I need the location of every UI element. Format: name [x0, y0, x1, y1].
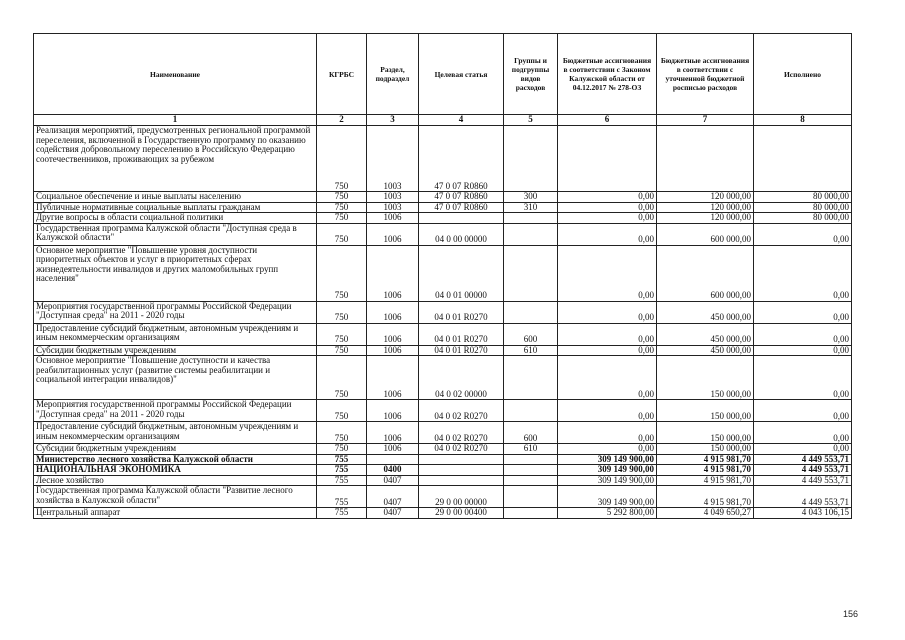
table-row	[34, 126, 852, 192]
column-number: 1	[34, 115, 317, 126]
row-name: Субсидии бюджетным учреждениям	[34, 345, 317, 356]
row-kgrbs: 750	[317, 223, 367, 245]
row-expense-group: 300	[504, 192, 558, 203]
row-kgrbs: 750	[317, 444, 367, 455]
row-target-article: 04 0 01 00000	[419, 245, 504, 301]
row-law-allocation: 0,00	[558, 400, 657, 422]
row-law-allocation: 309 149 900,00	[558, 475, 657, 486]
row-law-allocation: 0,00	[558, 223, 657, 245]
column-number-row	[34, 115, 852, 126]
row-name: Мероприятия государственной программы Российской Федерации "Доступная среда" на 2011 - 2020 годы	[34, 400, 317, 422]
row-expense-group	[504, 454, 558, 465]
row-law-allocation: 0,00	[558, 213, 657, 224]
row-kgrbs: 750	[317, 356, 367, 400]
header-row	[34, 34, 852, 115]
row-kgrbs: 755	[317, 465, 367, 476]
row-expense-group	[504, 223, 558, 245]
row-target-article	[419, 454, 504, 465]
row-law-allocation: 0,00	[558, 323, 657, 345]
row-name: Публичные нормативные социальные выплаты гражданам	[34, 202, 317, 213]
row-executed: 4 043 106,15	[754, 508, 852, 519]
row-expense-group	[504, 356, 558, 400]
row-target-article: 04 0 02 R0270	[419, 400, 504, 422]
row-kgrbs: 755	[317, 454, 367, 465]
row-section	[367, 454, 419, 465]
table-row	[34, 444, 852, 455]
header-name: Наименование	[34, 34, 317, 115]
row-clarified-allocation: 600 000,00	[657, 245, 754, 301]
row-section: 1006	[367, 223, 419, 245]
row-section: 1006	[367, 245, 419, 301]
row-law-allocation: 0,00	[558, 301, 657, 323]
row-executed: 0,00	[754, 301, 852, 323]
row-name: Предоставление субсидий бюджетным, автономным учреждениям и иным некоммерческим организациям	[34, 323, 317, 345]
table-row	[34, 475, 852, 486]
row-kgrbs: 750	[317, 345, 367, 356]
row-kgrbs: 750	[317, 213, 367, 224]
row-expense-group	[504, 301, 558, 323]
row-law-allocation: 309 149 900,00	[558, 454, 657, 465]
table-row	[34, 486, 852, 508]
row-name: Государственная программа Калужской области "Доступная среда в Калужской области"	[34, 223, 317, 245]
table-row	[34, 223, 852, 245]
row-section: 1006	[367, 422, 419, 444]
row-law-allocation: 0,00	[558, 192, 657, 203]
table-row	[34, 345, 852, 356]
table-row	[34, 192, 852, 203]
row-section: 1003	[367, 202, 419, 213]
row-kgrbs: 750	[317, 245, 367, 301]
row-section: 0407	[367, 508, 419, 519]
header-groups: Группы и подгруппы видов расходов	[504, 34, 558, 115]
row-target-article: 04 0 02 R0270	[419, 422, 504, 444]
row-clarified-allocation: 120 000,00	[657, 202, 754, 213]
row-name: Основное мероприятие "Повышение уровня доступности приоритетных объектов и услуг в приоритетных сферах жизнедеятельности инвалидов и других маломобильных групп населения"	[34, 245, 317, 301]
row-kgrbs: 750	[317, 301, 367, 323]
row-law-allocation: 309 149 900,00	[558, 465, 657, 476]
row-target-article: 04 0 01 R0270	[419, 323, 504, 345]
row-target-article: 04 0 02 R0270	[419, 444, 504, 455]
row-expense-group	[504, 465, 558, 476]
row-kgrbs: 755	[317, 475, 367, 486]
table-row	[34, 213, 852, 224]
header-target: Целевая статья	[419, 34, 504, 115]
column-number: 7	[657, 115, 754, 126]
row-kgrbs: 750	[317, 192, 367, 203]
row-name: Субсидии бюджетным учреждениям	[34, 444, 317, 455]
header-executed: Исполнено	[754, 34, 852, 115]
row-target-article: 47 0 07 R0860	[419, 202, 504, 213]
row-expense-group	[504, 475, 558, 486]
row-executed: 0,00	[754, 245, 852, 301]
row-target-article: 47 0 07 R0860	[419, 126, 504, 192]
row-name: НАЦИОНАЛЬНАЯ ЭКОНОМИКА	[34, 465, 317, 476]
row-clarified-allocation: 450 000,00	[657, 301, 754, 323]
row-clarified-allocation: 4 915 981,70	[657, 454, 754, 465]
row-executed: 0,00	[754, 323, 852, 345]
header-clarified-allocation: Бюджетные ассигнования в соответствии с уточненной бюджетной росписью расходов	[657, 34, 754, 115]
page-number: 156	[843, 609, 859, 619]
row-kgrbs: 750	[317, 422, 367, 444]
row-law-allocation: 0,00	[558, 202, 657, 213]
row-target-article: 29 0 00 00400	[419, 508, 504, 519]
column-number: 5	[504, 115, 558, 126]
row-expense-group	[504, 213, 558, 224]
row-clarified-allocation: 450 000,00	[657, 345, 754, 356]
row-name: Другие вопросы в области социальной политики	[34, 213, 317, 224]
row-section: 1006	[367, 301, 419, 323]
row-expense-group	[504, 486, 558, 508]
row-kgrbs: 755	[317, 486, 367, 508]
table-row	[34, 356, 852, 400]
column-number: 8	[754, 115, 852, 126]
row-target-article: 04 0 02 00000	[419, 356, 504, 400]
row-law-allocation: 0,00	[558, 444, 657, 455]
row-executed: 0,00	[754, 345, 852, 356]
budget-table-page	[33, 33, 851, 519]
row-kgrbs: 750	[317, 323, 367, 345]
row-executed: 0,00	[754, 444, 852, 455]
row-executed: 80 000,00	[754, 213, 852, 224]
row-name: Центральный аппарат	[34, 508, 317, 519]
row-section: 1003	[367, 126, 419, 192]
row-section: 1003	[367, 192, 419, 203]
table-row	[34, 508, 852, 519]
row-section: 1006	[367, 400, 419, 422]
row-executed: 4 449 553,71	[754, 486, 852, 508]
row-executed: 80 000,00	[754, 192, 852, 203]
row-section: 1006	[367, 213, 419, 224]
row-expense-group	[504, 400, 558, 422]
row-target-article: 04 0 00 00000	[419, 223, 504, 245]
row-section: 1006	[367, 444, 419, 455]
row-kgrbs: 750	[317, 202, 367, 213]
row-expense-group	[504, 245, 558, 301]
row-clarified-allocation: 4 915 981,70	[657, 465, 754, 476]
row-clarified-allocation: 120 000,00	[657, 192, 754, 203]
row-name: Предоставление субсидий бюджетным, автономным учреждениям и иным некоммерческим организациям	[34, 422, 317, 444]
row-section: 1006	[367, 345, 419, 356]
row-executed: 80 000,00	[754, 202, 852, 213]
row-law-allocation	[558, 126, 657, 192]
row-name: Лесное хозяйство	[34, 475, 317, 486]
row-law-allocation: 0,00	[558, 345, 657, 356]
table-row	[34, 400, 852, 422]
row-clarified-allocation: 150 000,00	[657, 356, 754, 400]
table-row	[34, 422, 852, 444]
row-name: Министерство лесного хозяйства Калужской области	[34, 454, 317, 465]
row-executed: 0,00	[754, 356, 852, 400]
row-kgrbs: 750	[317, 400, 367, 422]
row-executed: 4 449 553,71	[754, 475, 852, 486]
table-row	[34, 454, 852, 465]
budget-table	[33, 33, 852, 519]
column-number: 2	[317, 115, 367, 126]
row-clarified-allocation	[657, 126, 754, 192]
row-executed: 0,00	[754, 400, 852, 422]
row-name: Реализация мероприятий, предусмотренных региональной программой переселения, включенной в Государственную программу по оказанию содействия добровольному переселению в Российскую Федерацию соотечественников, проживающих за рубежом	[34, 126, 317, 192]
table-row	[34, 202, 852, 213]
row-name: Социальное обеспечение и иные выплаты населению	[34, 192, 317, 203]
row-expense-group	[504, 126, 558, 192]
row-expense-group	[504, 508, 558, 519]
table-row	[34, 301, 852, 323]
header-law-allocation: Бюджетные ассигнования в соответствии с Законом Калужской области от 04.12.2017 № 278-ОЗ	[558, 34, 657, 115]
row-law-allocation: 309 149 900,00	[558, 486, 657, 508]
row-expense-group: 610	[504, 345, 558, 356]
row-expense-group: 610	[504, 444, 558, 455]
row-section: 0407	[367, 486, 419, 508]
column-number: 3	[367, 115, 419, 126]
column-number: 4	[419, 115, 504, 126]
row-clarified-allocation: 150 000,00	[657, 422, 754, 444]
row-expense-group: 310	[504, 202, 558, 213]
row-clarified-allocation: 450 000,00	[657, 323, 754, 345]
row-clarified-allocation: 4 915 981,70	[657, 475, 754, 486]
row-clarified-allocation: 4 915 981,70	[657, 486, 754, 508]
row-name: Государственная программа Калужской области "Развитие лесного хозяйства в Калужской области"	[34, 486, 317, 508]
row-section: 1006	[367, 323, 419, 345]
row-law-allocation: 0,00	[558, 356, 657, 400]
table-row	[34, 323, 852, 345]
table-row	[34, 245, 852, 301]
row-target-article: 04 0 01 R0270	[419, 345, 504, 356]
row-clarified-allocation: 150 000,00	[657, 444, 754, 455]
row-clarified-allocation: 120 000,00	[657, 213, 754, 224]
row-target-article: 29 0 00 00000	[419, 486, 504, 508]
row-target-article	[419, 475, 504, 486]
row-executed: 4 449 553,71	[754, 465, 852, 476]
row-name: Основное мероприятие "Повышение доступности и качества реабилитационных услуг (развитие системы реабилитации и социальной интеграции инвалидов)"	[34, 356, 317, 400]
row-executed: 0,00	[754, 422, 852, 444]
row-section: 0400	[367, 465, 419, 476]
row-kgrbs: 755	[317, 508, 367, 519]
header-kgrbs: КГРБС	[317, 34, 367, 115]
row-law-allocation: 0,00	[558, 245, 657, 301]
row-target-article	[419, 213, 504, 224]
row-expense-group: 600	[504, 422, 558, 444]
row-name: Мероприятия государственной программы Российской Федерации "Доступная среда" на 2011 - 2020 годы	[34, 301, 317, 323]
row-clarified-allocation: 600 000,00	[657, 223, 754, 245]
row-target-article	[419, 465, 504, 476]
row-executed: 0,00	[754, 223, 852, 245]
table-row	[34, 465, 852, 476]
row-section: 1006	[367, 356, 419, 400]
row-target-article: 47 0 07 R0860	[419, 192, 504, 203]
row-expense-group: 600	[504, 323, 558, 345]
row-executed	[754, 126, 852, 192]
row-kgrbs: 750	[317, 126, 367, 192]
row-law-allocation: 5 292 800,00	[558, 508, 657, 519]
row-target-article: 04 0 01 R0270	[419, 301, 504, 323]
row-clarified-allocation: 150 000,00	[657, 400, 754, 422]
column-number: 6	[558, 115, 657, 126]
header-section: Раздел, подраздел	[367, 34, 419, 115]
row-clarified-allocation: 4 049 650,27	[657, 508, 754, 519]
row-section: 0407	[367, 475, 419, 486]
row-law-allocation: 0,00	[558, 422, 657, 444]
row-executed: 4 449 553,71	[754, 454, 852, 465]
